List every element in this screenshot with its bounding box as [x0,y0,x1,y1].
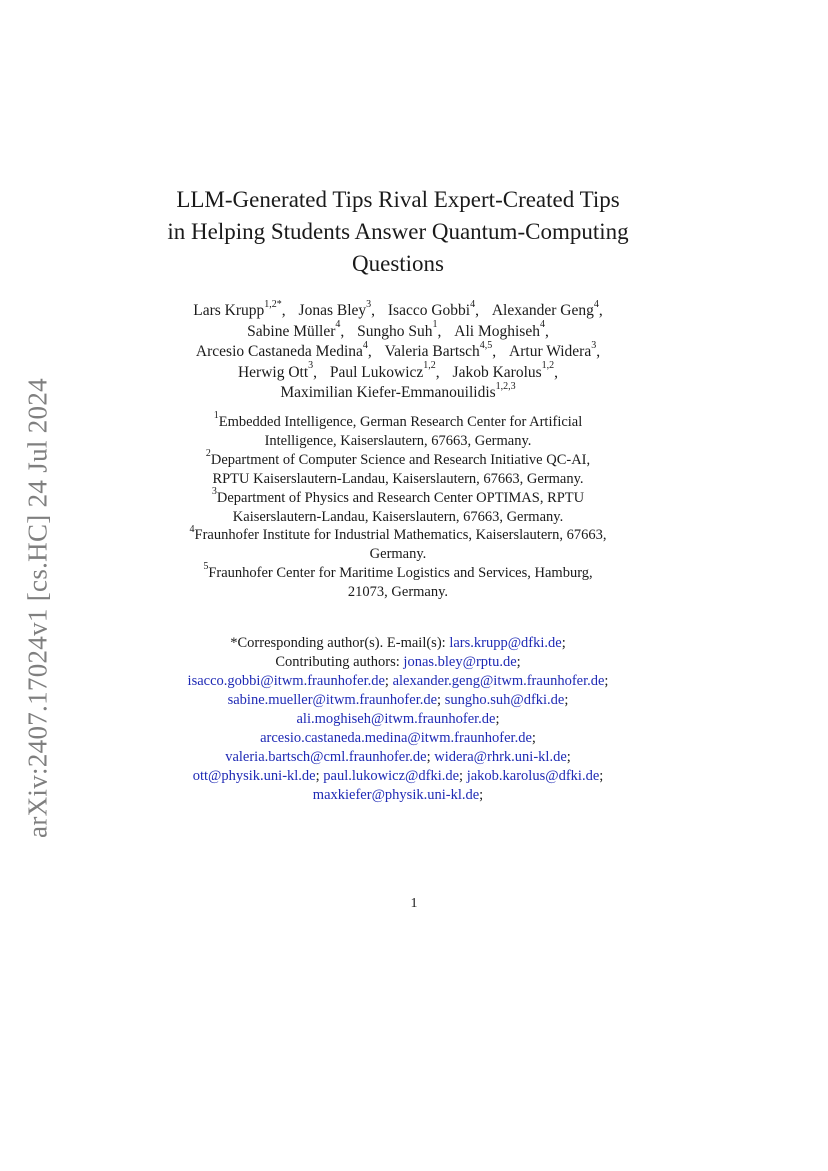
contributing-authors-label: Contributing authors: [275,654,400,670]
email-link[interactable]: ali.moghiseh@itwm.fraunhofer.de [296,711,496,727]
affiliation-marker: 4 [362,339,368,351]
author: Lars Krupp$^{1,2*}$, [193,298,286,319]
email-link[interactable]: isacco.gobbi@itwm.fraunhofer.de [187,673,385,689]
author-line [130,319,666,343]
affiliation-marker: 4 [593,298,599,310]
email-link[interactable]: arcesio.castaneda.medina@itwm.fraunhofer.de [260,730,532,746]
email-line: valeria.bartsch@cml.fraunhofer.de; widera@rhrk.uni-kl.de; [225,749,571,765]
author-list [130,298,666,404]
email-line: sabine.mueller@itwm.fraunhofer.de; sungho.suh@dfki.de; [227,692,569,708]
email-link[interactable]: ott@physik.uni-kl.de [192,768,316,784]
affiliation [150,561,646,602]
author: Isacco Gobbi$^4$, [387,298,479,319]
email-link[interactable]: valeria.bartsch@cml.fraunhofer.de [225,749,427,765]
corresponding-author-line: *Corresponding author(s). E-mail(s): lars.krupp@dfki.de; [230,635,566,651]
author-name: Sabine Müller [247,322,336,340]
email-link[interactable]: paul.lukowicz@dfki.de [323,768,460,784]
affiliation-marker: 1 [432,319,438,331]
author: Arcesio Castaneda Medina$^4$, [195,339,372,360]
email-link[interactable]: maxkiefer@physik.uni-kl.de [312,787,480,803]
affiliation-number: 3 [211,485,217,497]
affiliation-list [150,410,646,602]
corresponding-author-label: *Corresponding author(s). E-mail(s): [230,635,446,651]
affiliation-line: $^1$Embedded Intelligence, German Research Center for Artificial [213,410,583,430]
author-name: Jonas Bley [298,302,367,319]
author [280,380,516,401]
affiliation-line: Germany. [369,546,427,563]
author-line [130,298,666,322]
affiliation-marker: 1,2 [423,360,436,372]
author-name: Alexander Geng [491,302,594,319]
author: Paul Lukowicz$^{1,2}$, [329,360,440,381]
author: Sungho Suh$^1$, [357,319,442,340]
paper-title [140,184,656,280]
affiliation-marker: 3 [366,298,372,310]
author-name: Valeria Bartsch [384,343,480,360]
page-number: 1 [410,896,418,911]
author: Alexander Geng$^4$, [491,298,603,319]
author-name: Isacco Gobbi [387,302,471,319]
affiliation-number: 4 [189,523,195,535]
affiliation-marker: 1,2,3 [495,380,516,392]
author-name: Jakob Karolus [452,363,542,381]
arxiv-identifier-stamp: arXiv:2407.17024v1 [cs.HC] 24 Jul 2024 [22,378,53,838]
author: Jonas Bley$^3$, [298,298,376,319]
affiliation-line: $^2$Department of Computer Science and Research Initiative QC-AI, [205,447,591,468]
title-line: in Helping Students Answer Quantum-Computing [167,219,629,244]
affiliation-marker: 4 [335,319,341,331]
affiliation [150,447,646,489]
author-name: Arcesio Castaneda Medina [195,343,363,360]
email-line: arcesio.castaneda.medina@itwm.fraunhofer.de; [260,730,536,746]
affiliation-marker: 4 [470,298,476,310]
author: Valeria Bartsch$^{4,5}$, [384,339,497,360]
author-line [130,339,666,363]
author-name: Paul Lukowicz [329,363,424,381]
email-line: ali.moghiseh@itwm.fraunhofer.de; [296,711,500,727]
email-link[interactable]: sabine.mueller@itwm.fraunhofer.de [227,692,438,708]
affiliation-marker: 3 [308,360,314,372]
affiliation-marker: 4,5 [479,339,493,351]
affiliation-number: 2 [205,447,211,459]
affiliation-line: Intelligence, Kaiserslautern, 67663, Germany. [264,432,532,449]
author-name: Lars Krupp [193,302,265,319]
affiliation-line: $^4$Fraunhofer Institute for Industrial Mathematics, Kaiserslautern, 67663, [189,523,607,544]
affiliation-number: 1 [213,410,219,422]
affiliation-marker: 1,2 [541,360,555,372]
affiliation-number: 5 [203,561,209,573]
author-name: Herwig Ott [237,363,309,381]
email-link[interactable]: widera@rhrk.uni-kl.de [434,749,567,765]
email-link-corresponding[interactable]: lars.krupp@dfki.de [449,635,562,651]
author-line [130,380,666,404]
author-name: Maximilian Kiefer-Emmanouilidis [280,384,496,401]
email-link[interactable]: jonas.bley@rptu.de [403,654,517,670]
affiliation-line: 21073, Germany. [347,584,449,601]
author: Sabine Müller$^4$, [247,319,345,340]
email-link[interactable]: alexander.geng@itwm.fraunhofer.de [392,673,605,689]
affiliation-marker: 1,2* [264,298,282,310]
author-name: Artur Widera [509,343,592,360]
title-line: LLM-Generated Tips Rival Expert-Created Tips [176,187,620,212]
author: Artur Widera$^3$, [509,339,601,360]
affiliation-marker: 3 [591,339,597,351]
author-name: Ali Moghiseh [454,322,540,340]
email-line: isacco.gobbi@itwm.fraunhofer.de; alexander.geng@itwm.fraunhofer.de; [187,673,609,689]
affiliation-marker: 4 [539,319,545,331]
contributing-authors-line: Contributing authors: jonas.bley@rptu.de; [275,654,521,670]
affiliation-line: $^5$Fraunhofer Center for Maritime Logistics and Services, Hamburg, [203,561,593,582]
affiliation-line: RPTU Kaiserslautern-Landau, Kaiserslautern, 67663, Germany. [212,470,584,487]
affiliation-line: Kaiserslautern-Landau, Kaiserslautern, 67663, Germany. [232,508,564,525]
affiliation-line: $^3$Department of Physics and Research Center OPTIMAS, RPTU [211,485,585,506]
affiliation [150,523,646,564]
contact-emails [140,634,656,805]
affiliation [150,485,646,527]
title-line: Questions [352,251,444,276]
author: Ali Moghiseh$^4$, [454,319,549,340]
email-line: maxkiefer@physik.uni-kl.de; [312,787,484,803]
author-name: Sungho Suh [357,322,433,340]
author: Jakob Karolus$^{1,2}$, [452,360,559,381]
email-link[interactable]: sungho.suh@dfki.de [444,692,565,708]
affiliation [150,410,646,451]
author: Herwig Ott$^3$, [237,360,317,381]
author-line [130,360,666,384]
email-link[interactable]: jakob.karolus@dfki.de [466,768,600,784]
email-line: ott@physik.uni-kl.de; paul.lukowicz@dfki.de; jakob.karolus@dfki.de; [192,768,604,784]
